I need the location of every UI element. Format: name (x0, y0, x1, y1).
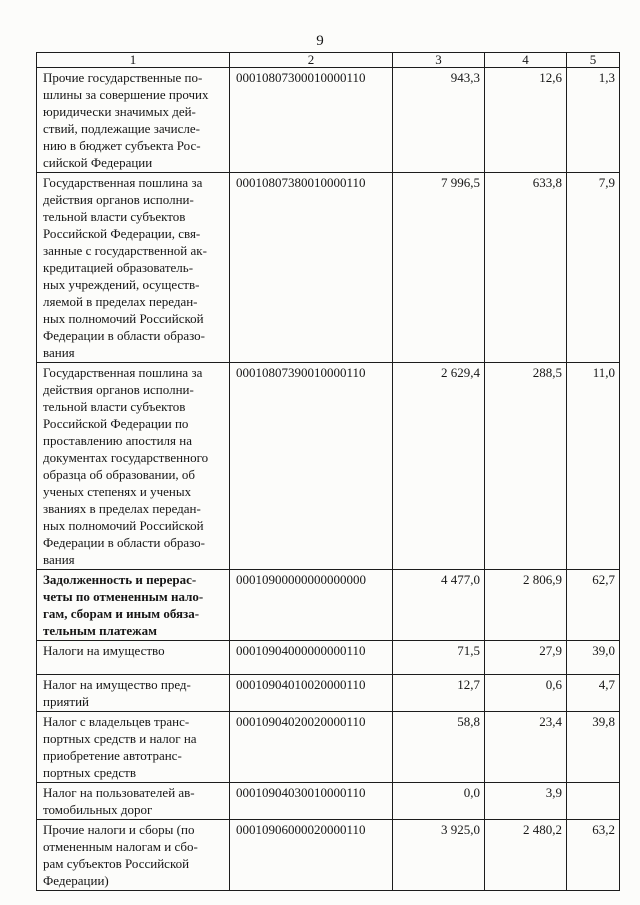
row-value-col5 (567, 783, 620, 820)
row-value-col5: 62,7 (567, 570, 620, 641)
row-name-line: Государственная пошлина за (43, 365, 203, 380)
row-name-line: Налог на пользователей ав- (43, 785, 195, 800)
row-value-col3: 2 629,4 (393, 363, 485, 570)
row-name-line: портных средств (43, 765, 136, 780)
row-code: 00010904010020000110 (230, 675, 393, 712)
row-name-line: отмененным налогам и сбо- (43, 839, 198, 854)
table-body (37, 68, 620, 891)
row-value-col3: 7 996,5 (393, 173, 485, 363)
row-value-col5: 7,9 (567, 173, 620, 363)
row-name-line: ляемой в пределах передан- (43, 294, 198, 309)
row-name-line: проставлению апостиля на (43, 433, 192, 448)
row-value-col3: 3 925,0 (393, 820, 485, 891)
row-name-line: занные с государственной ак- (43, 243, 207, 258)
row-name-line: Российской Федерации, свя- (43, 226, 201, 241)
row-value-col4: 27,9 (485, 641, 567, 675)
row-name-line: ученых степенях и ученых (43, 484, 192, 499)
row-name-line: действия органов исполни- (43, 192, 194, 207)
row-name-line: тельным платежам (43, 623, 157, 638)
row-name-line: Федерации в области образо- (43, 328, 206, 343)
row-name-line: портных средств и налог на (43, 731, 197, 746)
row-value-col4: 633,8 (485, 173, 567, 363)
row-name-line: Государственная пошлина за (43, 175, 203, 190)
column-header: 1 (37, 53, 230, 68)
row-value-col3: 71,5 (393, 641, 485, 675)
row-code: 00010904030010000110 (230, 783, 393, 820)
row-name-line: четы по отмененным нало- (43, 589, 204, 604)
row-name (37, 173, 230, 363)
row-value-col4: 23,4 (485, 712, 567, 783)
row-value-col5: 4,7 (567, 675, 620, 712)
row-name-line: Прочие государственные по- (43, 70, 203, 85)
row-name-line: ных полномочий Российской (43, 518, 204, 533)
row-value-col5: 11,0 (567, 363, 620, 570)
row-name-line: сийской Федерации (43, 155, 153, 170)
table-row (37, 363, 620, 570)
header-row (37, 53, 620, 68)
row-value-col4: 0,6 (485, 675, 567, 712)
row-name-line: Федерации в области образо- (43, 535, 206, 550)
table-row (37, 675, 620, 712)
row-code: 00010904020020000110 (230, 712, 393, 783)
row-name-line: Российской Федерации по (43, 416, 189, 431)
row-name-line: Налог на имущество пред- (43, 677, 191, 692)
table-row (37, 68, 620, 173)
row-value-col3: 943,3 (393, 68, 485, 173)
row-name-line: Налоги на имущество (43, 643, 165, 658)
row-name-line: вания (43, 345, 75, 360)
table-row (37, 570, 620, 641)
row-name-line: образца об образовании, об (43, 467, 196, 482)
row-name (37, 641, 230, 675)
row-value-col5: 39,8 (567, 712, 620, 783)
table-row (37, 641, 620, 675)
row-name-line: нию в бюджет субъекта Рос- (43, 138, 201, 153)
row-code: 00010900000000000000 (230, 570, 393, 641)
row-name-line: званиях в пределах передан- (43, 501, 201, 516)
column-header: 4 (485, 53, 567, 68)
row-value-col4: 2 806,9 (485, 570, 567, 641)
table-row (37, 712, 620, 783)
column-header: 2 (230, 53, 393, 68)
row-name-line: действия органов исполни- (43, 382, 194, 397)
row-value-col5: 1,3 (567, 68, 620, 173)
row-name-line: ных полномочий Российской (43, 311, 204, 326)
row-name-line: Федерации) (43, 873, 109, 888)
row-name-line: вания (43, 552, 75, 567)
row-name-line: приобретение автотранс- (43, 748, 182, 763)
row-name-line: юридически значимых дей- (43, 104, 196, 119)
column-header: 5 (567, 53, 620, 68)
row-name (37, 570, 230, 641)
table-row (37, 783, 620, 820)
budget-table (36, 52, 620, 891)
row-name-line: тельной власти субъектов (43, 209, 186, 224)
row-name (37, 675, 230, 712)
row-value-col3: 58,8 (393, 712, 485, 783)
row-name (37, 783, 230, 820)
row-code: 00010807390010000110 (230, 363, 393, 570)
row-code: 00010904000000000110 (230, 641, 393, 675)
row-name (37, 363, 230, 570)
row-value-col4: 3,9 (485, 783, 567, 820)
row-name-line: ствий, подлежащие зачисле- (43, 121, 200, 136)
row-name-line: гам, сборам и иным обяза- (43, 606, 200, 621)
row-name (37, 68, 230, 173)
table-row (37, 173, 620, 363)
row-name-line: кредитацией образователь- (43, 260, 194, 275)
row-name-line: Задолженность и перерас- (43, 572, 197, 587)
row-name-line: приятий (43, 694, 89, 709)
row-value-col4: 12,6 (485, 68, 567, 173)
row-name-line: шлины за совершение прочих (43, 87, 209, 102)
row-value-col4: 2 480,2 (485, 820, 567, 891)
row-name-line: тельной власти субъектов (43, 399, 186, 414)
column-header: 3 (393, 53, 485, 68)
row-value-col4: 288,5 (485, 363, 567, 570)
row-value-col3: 0,0 (393, 783, 485, 820)
row-name-line: документах государственного (43, 450, 209, 465)
row-code: 00010906000020000110 (230, 820, 393, 891)
row-name-line: рам субъектов Российской (43, 856, 190, 871)
row-value-col3: 12,7 (393, 675, 485, 712)
table-row (37, 820, 620, 891)
row-value-col3: 4 477,0 (393, 570, 485, 641)
row-name (37, 712, 230, 783)
page-number: 9 (316, 33, 324, 49)
row-name-line: Прочие налоги и сборы (по (43, 822, 195, 837)
row-code: 00010807380010000110 (230, 173, 393, 363)
row-name-line: Налог с владельцев транс- (43, 714, 190, 729)
row-name-line: томобильных дорог (43, 802, 153, 817)
row-name (37, 820, 230, 891)
row-name-line: ных учреждений, осуществ- (43, 277, 200, 292)
row-value-col5: 63,2 (567, 820, 620, 891)
row-code: 00010807300010000110 (230, 68, 393, 173)
row-value-col5: 39,0 (567, 641, 620, 675)
